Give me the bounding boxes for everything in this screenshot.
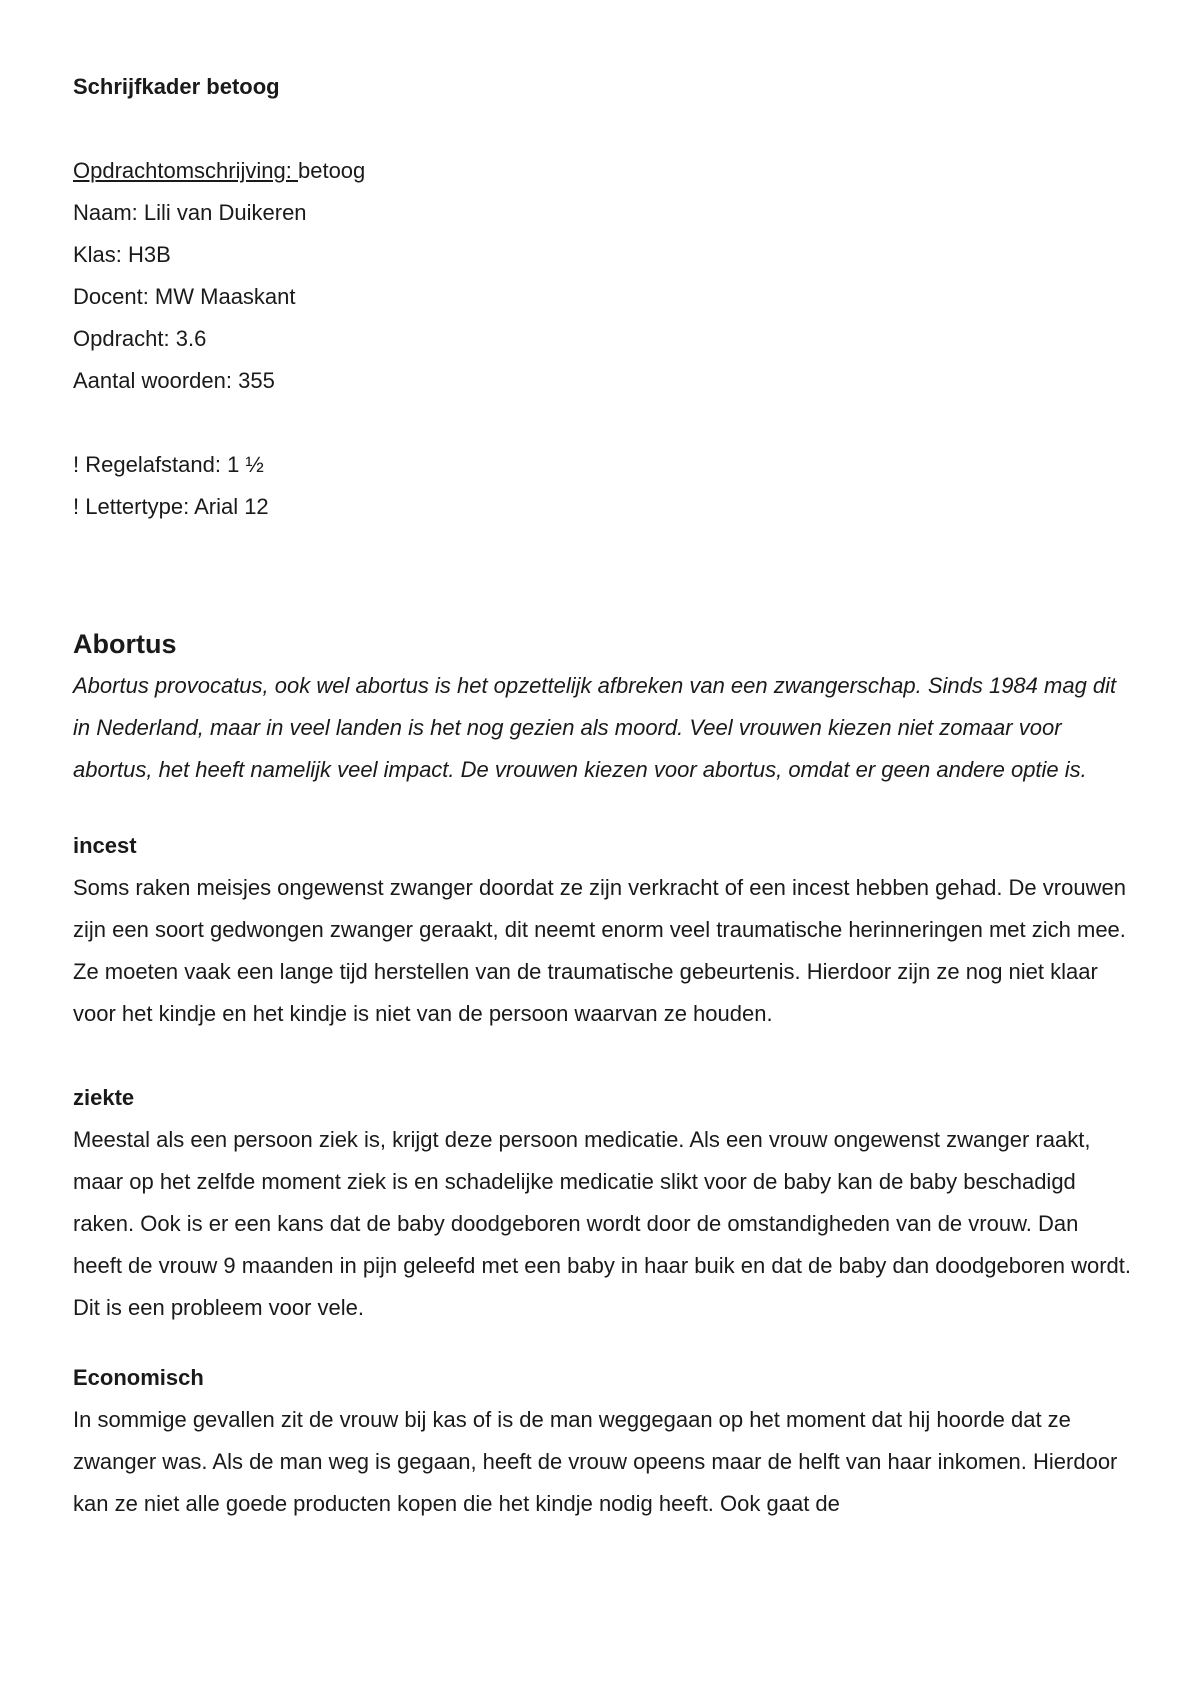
assignment-description-label: Opdrachtomschrijving: bbox=[73, 158, 298, 183]
document-title: Schrijfkader betoog bbox=[73, 74, 280, 99]
line-spacing-note: ! Regelafstand: 1 ½ bbox=[73, 452, 264, 477]
section-heading-economisch: Economisch bbox=[73, 1365, 204, 1390]
formatting-notes bbox=[73, 444, 1133, 528]
essay-introduction: Abortus provocatus, ook wel abortus is het opzettelijk afbreken van een zwangerschap. Sinds 1984 mag dit in Nederland, maar in veel landen is het nog gezien als moord. Veel vrouwen kiezen niet zomaar voor abortus, het heeft namelijk veel impact. De vrouwen kiezen voor abortus, omdat er geen andere optie is. bbox=[73, 673, 1117, 782]
essay-section bbox=[73, 825, 1133, 1035]
section-text-economisch: In sommige gevallen zit de vrouw bij kas of is de man weggegaan op het moment dat hij hoorde dat ze zwanger was. Als de man weg is gegaan, heeft de vrouw opeens maar de helft van haar inkomen. Hierdoor kan ze niet alle goede producten kopen die het kindje nodig heeft. Ook gaat de bbox=[73, 1407, 1118, 1516]
student-name: Naam: Lili van Duikeren bbox=[73, 200, 307, 225]
assignment-metadata bbox=[73, 150, 1133, 402]
section-text-incest: Soms raken meisjes ongewenst zwanger doordat ze zijn verkracht of een incest hebben gehad. De vrouwen zijn een soort gedwongen zwanger geraakt, dit neemt enorm veel traumatische herinneringen met zich mee. Ze moeten vaak een lange tijd herstellen van de traumatische gebeurtenis. Hierdoor zijn ze nog niet klaar voor het kindje en het kindje is niet van de persoon waarvan ze houden. bbox=[73, 875, 1126, 1026]
assignment-description-line bbox=[73, 150, 1133, 192]
essay-section bbox=[73, 1357, 1133, 1525]
teacher-name: Docent: MW Maaskant bbox=[73, 284, 296, 309]
section-heading-incest: incest bbox=[73, 833, 137, 858]
task-number: Opdracht: 3.6 bbox=[73, 326, 207, 351]
word-count: Aantal woorden: 355 bbox=[73, 368, 275, 393]
essay-title: Abortus bbox=[73, 629, 177, 659]
section-text-ziekte: Meestal als een persoon ziek is, krijgt deze persoon medicatie. Als een vrouw ongewenst zwanger raakt, maar op het zelfde moment ziek is en schadelijke medicatie slikt voor de baby kan de baby beschadigd raken. Ook is er een kans dat de baby doodgeboren wordt door de omstandigheden van de vrouw. Dan heeft de vrouw 9 maanden in pijn geleefd met een baby in haar buik en dat de baby dan doodgeboren wordt. Dit is een probleem voor vele. bbox=[73, 1127, 1131, 1320]
section-heading-ziekte: ziekte bbox=[73, 1085, 135, 1110]
assignment-description-value: betoog bbox=[297, 158, 366, 183]
essay-section bbox=[73, 1077, 1133, 1329]
font-note: ! Lettertype: Arial 12 bbox=[73, 494, 269, 519]
document-page bbox=[73, 66, 1133, 1525]
student-class: Klas: H3B bbox=[73, 242, 171, 267]
